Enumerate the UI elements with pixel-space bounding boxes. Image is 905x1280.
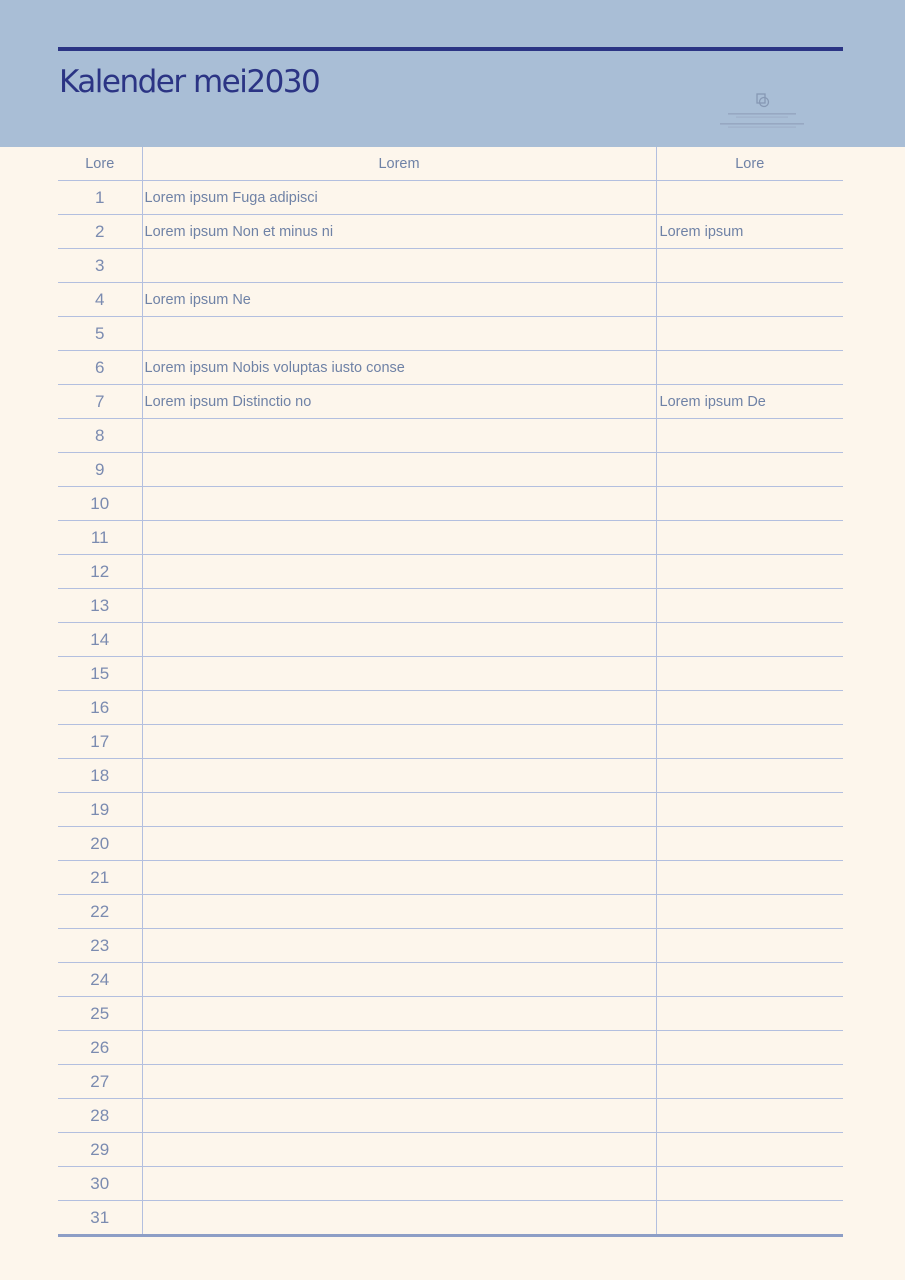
- day-cell: 28: [58, 1099, 142, 1133]
- table-row: [58, 215, 843, 249]
- note-cell[interactable]: Lorem ipsum: [656, 215, 843, 249]
- note-cell[interactable]: [656, 249, 843, 283]
- note-cell[interactable]: [656, 929, 843, 963]
- table-row: [58, 657, 843, 691]
- note-cell[interactable]: [656, 895, 843, 929]
- note-cell[interactable]: [656, 997, 843, 1031]
- table-row: [58, 691, 843, 725]
- header-band: [0, 0, 905, 147]
- note-cell[interactable]: [656, 623, 843, 657]
- table-row: [58, 997, 843, 1031]
- table-row: [58, 793, 843, 827]
- description-cell[interactable]: [142, 555, 656, 589]
- note-cell[interactable]: [656, 963, 843, 997]
- description-cell[interactable]: Lorem ipsum Nobis voluptas iusto conse: [142, 351, 656, 385]
- day-cell: 13: [58, 589, 142, 623]
- table-header-row: [58, 147, 843, 181]
- day-cell: 22: [58, 895, 142, 929]
- day-cell: 18: [58, 759, 142, 793]
- column-header-note: Lore: [656, 147, 843, 181]
- description-cell[interactable]: [142, 657, 656, 691]
- day-cell: 31: [58, 1201, 142, 1236]
- day-cell: 30: [58, 1167, 142, 1201]
- day-cell: 8: [58, 419, 142, 453]
- description-cell[interactable]: [142, 521, 656, 555]
- table-row: [58, 589, 843, 623]
- day-cell: 9: [58, 453, 142, 487]
- note-cell[interactable]: [656, 419, 843, 453]
- day-cell: 17: [58, 725, 142, 759]
- table-row: [58, 861, 843, 895]
- column-header-day: Lore: [58, 147, 142, 181]
- overlapping-shapes-logo-icon: [714, 92, 810, 132]
- description-cell[interactable]: [142, 725, 656, 759]
- note-cell[interactable]: [656, 1031, 843, 1065]
- table-row: [58, 1201, 843, 1236]
- table-row: [58, 181, 843, 215]
- description-cell[interactable]: [142, 929, 656, 963]
- day-cell: 10: [58, 487, 142, 521]
- note-cell[interactable]: [656, 793, 843, 827]
- table-row: [58, 1099, 843, 1133]
- note-cell[interactable]: [656, 1201, 843, 1236]
- day-cell: 11: [58, 521, 142, 555]
- column-header-description: Lorem: [142, 147, 656, 181]
- note-cell[interactable]: [656, 351, 843, 385]
- description-cell[interactable]: [142, 1201, 656, 1236]
- note-cell[interactable]: [656, 521, 843, 555]
- day-cell: 12: [58, 555, 142, 589]
- table-row: [58, 385, 843, 419]
- note-cell[interactable]: [656, 759, 843, 793]
- header-rule: [58, 47, 843, 51]
- table-row: [58, 725, 843, 759]
- day-cell: 5: [58, 317, 142, 351]
- description-cell[interactable]: [142, 487, 656, 521]
- day-cell: 21: [58, 861, 142, 895]
- description-cell[interactable]: [142, 249, 656, 283]
- note-cell[interactable]: [656, 657, 843, 691]
- description-cell[interactable]: [142, 997, 656, 1031]
- table-row: [58, 1065, 843, 1099]
- day-cell: 16: [58, 691, 142, 725]
- description-cell[interactable]: [142, 1099, 656, 1133]
- description-cell[interactable]: [142, 589, 656, 623]
- note-cell[interactable]: [656, 1133, 843, 1167]
- day-cell: 20: [58, 827, 142, 861]
- note-cell[interactable]: [656, 589, 843, 623]
- table-row: [58, 351, 843, 385]
- day-cell: 3: [58, 249, 142, 283]
- table-row: [58, 487, 843, 521]
- note-cell[interactable]: [656, 1167, 843, 1201]
- table-row: [58, 453, 843, 487]
- day-cell: 26: [58, 1031, 142, 1065]
- description-cell[interactable]: [142, 453, 656, 487]
- description-cell[interactable]: [142, 419, 656, 453]
- table-row: [58, 759, 843, 793]
- description-cell[interactable]: Lorem ipsum Non et minus ni: [142, 215, 656, 249]
- day-cell: 15: [58, 657, 142, 691]
- description-cell[interactable]: [142, 1133, 656, 1167]
- description-cell[interactable]: [142, 759, 656, 793]
- day-cell: 2: [58, 215, 142, 249]
- note-cell[interactable]: [656, 181, 843, 215]
- note-cell[interactable]: [656, 453, 843, 487]
- table-row: [58, 555, 843, 589]
- note-cell[interactable]: [656, 555, 843, 589]
- day-cell: 25: [58, 997, 142, 1031]
- day-cell: 6: [58, 351, 142, 385]
- page-title: Kalender mei2030: [59, 64, 320, 100]
- note-cell[interactable]: [656, 1065, 843, 1099]
- note-cell[interactable]: [656, 827, 843, 861]
- note-cell[interactable]: [656, 861, 843, 895]
- note-cell[interactable]: [656, 691, 843, 725]
- table-row: [58, 623, 843, 657]
- table-row: [58, 249, 843, 283]
- table-row: [58, 317, 843, 351]
- table-row: [58, 895, 843, 929]
- table-row: [58, 283, 843, 317]
- table-row: [58, 929, 843, 963]
- description-cell[interactable]: Lorem ipsum Fuga adipisci: [142, 181, 656, 215]
- day-cell: 23: [58, 929, 142, 963]
- note-cell[interactable]: [656, 487, 843, 521]
- description-cell[interactable]: Lorem ipsum Ne: [142, 283, 656, 317]
- table-row: [58, 963, 843, 997]
- description-cell[interactable]: [142, 1065, 656, 1099]
- description-cell[interactable]: [142, 963, 656, 997]
- description-cell[interactable]: [142, 1031, 656, 1065]
- day-cell: 14: [58, 623, 142, 657]
- note-cell[interactable]: [656, 1099, 843, 1133]
- day-cell: 27: [58, 1065, 142, 1099]
- description-cell[interactable]: [142, 317, 656, 351]
- day-cell: 7: [58, 385, 142, 419]
- day-cell: 4: [58, 283, 142, 317]
- description-cell[interactable]: [142, 827, 656, 861]
- day-cell: 19: [58, 793, 142, 827]
- table-row: [58, 827, 843, 861]
- description-cell[interactable]: [142, 895, 656, 929]
- table-row: [58, 419, 843, 453]
- table-row: [58, 521, 843, 555]
- description-cell[interactable]: [142, 623, 656, 657]
- description-cell[interactable]: Lorem ipsum Distinctio no: [142, 385, 656, 419]
- table-row: [58, 1133, 843, 1167]
- day-cell: 24: [58, 963, 142, 997]
- description-cell[interactable]: [142, 793, 656, 827]
- table-row: [58, 1031, 843, 1065]
- note-cell[interactable]: [656, 283, 843, 317]
- note-cell[interactable]: [656, 725, 843, 759]
- table-row: [58, 1167, 843, 1201]
- description-cell[interactable]: [142, 1167, 656, 1201]
- day-cell: 29: [58, 1133, 142, 1167]
- note-cell[interactable]: [656, 317, 843, 351]
- calendar-table: [58, 147, 843, 1237]
- description-cell[interactable]: [142, 861, 656, 895]
- description-cell[interactable]: [142, 691, 656, 725]
- note-cell[interactable]: Lorem ipsum De: [656, 385, 843, 419]
- day-cell: 1: [58, 181, 142, 215]
